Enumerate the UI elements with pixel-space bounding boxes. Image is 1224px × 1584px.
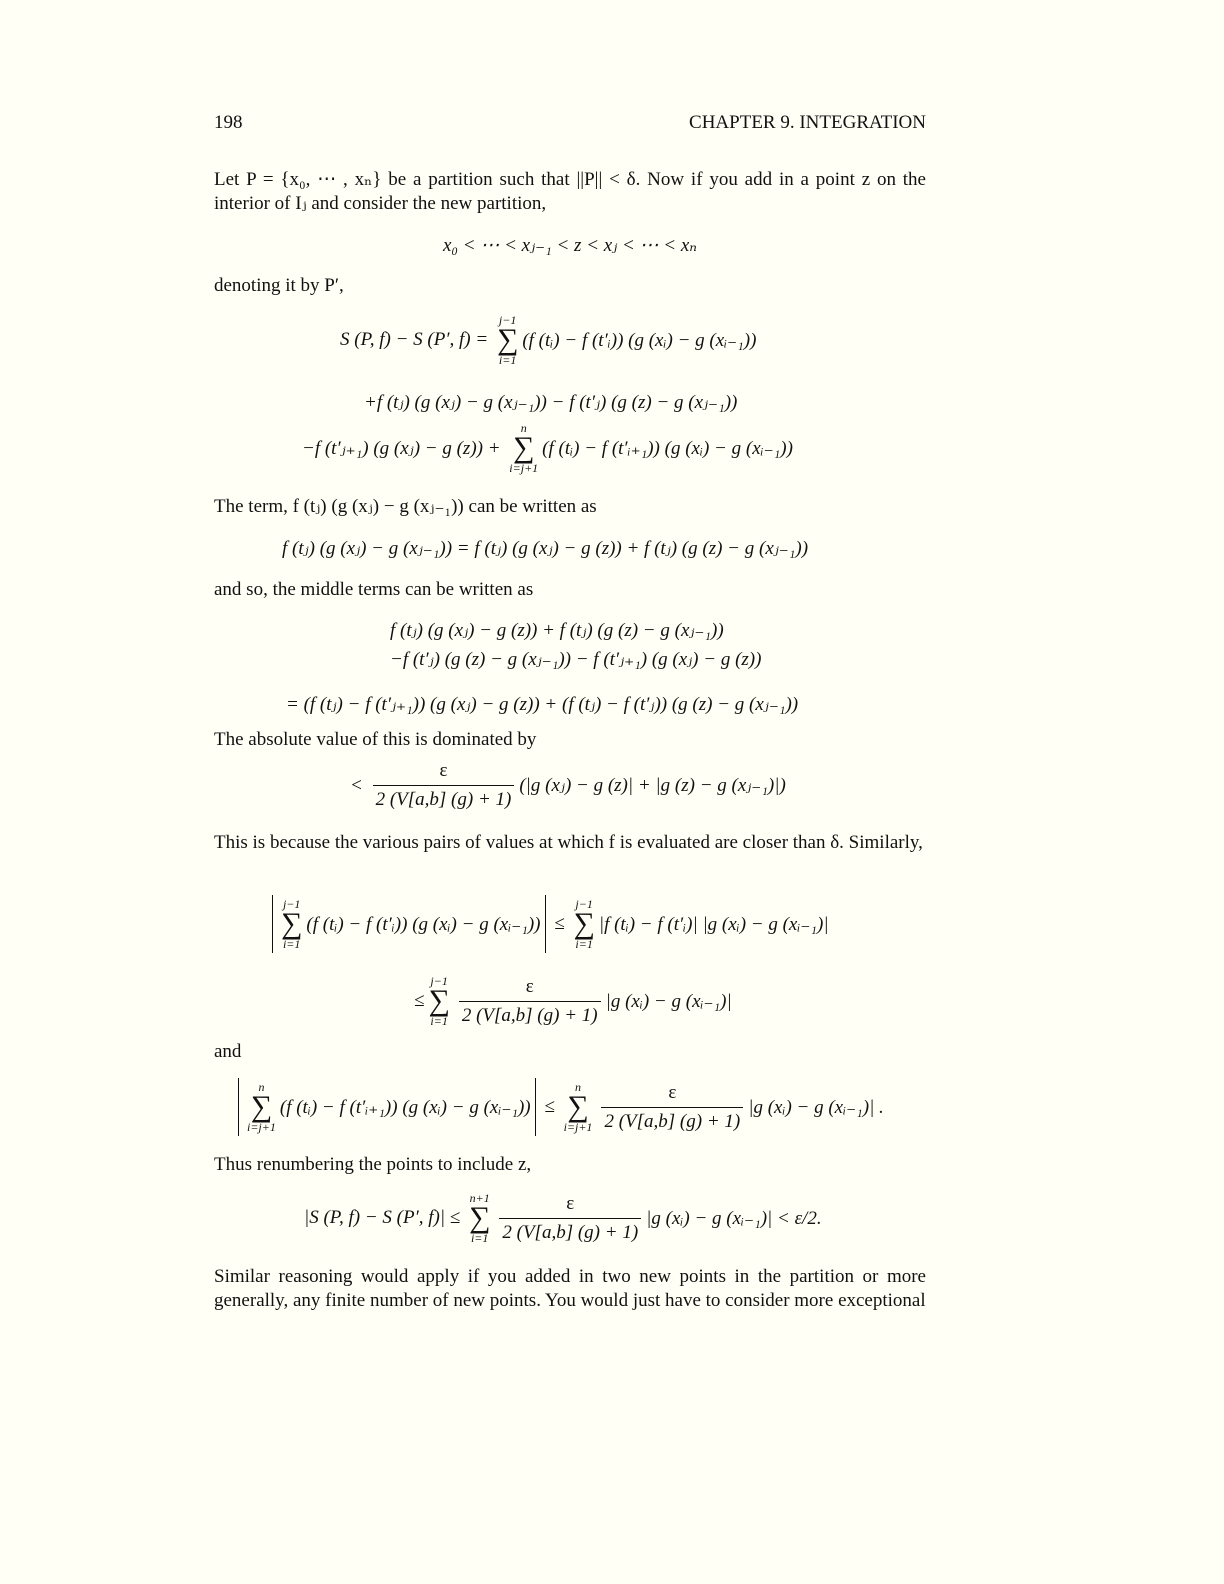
equation <box>340 314 756 366</box>
math-text: (f (tᵢ) − f (t′ᵢ)) (g (xᵢ) − g (xᵢ₋₁)) <box>522 329 757 351</box>
absolute-value-bar <box>238 1078 239 1136</box>
paragraph: Similar reasoning would apply if you added in two new points in the partition or more generally, any finite number of new points. You would just have to consider more exceptional <box>214 1266 926 1311</box>
sum-lower-limit: i=1 <box>430 1014 448 1028</box>
math-text: |S (P, f) − S (P′, f)| ≤ <box>304 1207 465 1228</box>
math-text: |f (tᵢ) − f (t′ᵢ)| |g (xᵢ) − g (xᵢ₋₁)| <box>598 913 829 935</box>
sum-lower-limit: i=1 <box>470 1231 489 1245</box>
absolute-value-bar <box>272 895 273 953</box>
paragraph: and <box>214 1041 242 1062</box>
equation <box>414 975 732 1027</box>
equation <box>302 422 793 474</box>
sum-upper-limit: j−1 <box>498 313 517 327</box>
math-text: S (P, f) − S (P′, f) = <box>340 329 493 350</box>
denominator: 2 (V[a,b] (g) + 1) <box>373 785 515 811</box>
sigma-symbol: ∑ <box>573 907 595 940</box>
denominator: 2 (V[a,b] (g) + 1) <box>459 1001 601 1027</box>
math-text: |g (xᵢ) − g (xᵢ₋₁)| < ε/2. <box>646 1207 822 1229</box>
math-text: = (f (tⱼ) − f (t′ⱼ₊₁)) (g (xⱼ) − g (z)) + (f (tⱼ) − f (t′ⱼ)) (g (z) − g (xⱼ₋₁)) <box>286 694 799 715</box>
paragraph: The absolute value of this is dominated by <box>214 729 537 750</box>
math-text: +f (tⱼ) (g (xⱼ) − g (xⱼ₋₁)) − f (t′ⱼ) (g (z) − g (xⱼ₋₁)) <box>364 392 738 413</box>
sum-upper-limit: j−1 <box>575 897 593 911</box>
sum-upper-limit: n <box>258 1080 265 1094</box>
math-text: |g (xᵢ) − g (xᵢ₋₁)| <box>605 990 732 1012</box>
summation <box>428 975 449 1027</box>
sigma-symbol: ∑ <box>496 323 519 356</box>
equation <box>304 1192 822 1244</box>
sum-lower-limit: i=1 <box>282 937 301 951</box>
equation <box>390 619 724 642</box>
math-text: ≤ <box>549 913 570 934</box>
fraction <box>499 1193 641 1244</box>
denominator: 2 (V[a,b] (g) + 1) <box>499 1218 641 1244</box>
math-text: < <box>350 774 368 796</box>
summation <box>281 898 302 950</box>
equation <box>364 391 737 414</box>
paragraph: denoting it by P′, <box>214 275 344 296</box>
sum-upper-limit: n+1 <box>469 1191 490 1205</box>
fraction <box>601 1082 743 1133</box>
paragraph: The term, f (tⱼ) (g (xⱼ) − g (xⱼ₋₁)) can be written as <box>214 496 597 517</box>
summation <box>573 898 594 950</box>
math-text: x₀ < ⋯ < xⱼ₋₁ < z < xⱼ < ⋯ < xₙ <box>442 235 698 256</box>
math-text: (f (tᵢ) − f (t′ᵢ₊₁)) (g (xᵢ) − g (xᵢ₋₁)) <box>279 1096 531 1118</box>
sigma-symbol: ∑ <box>468 1201 491 1234</box>
sum-upper-limit: n <box>520 421 527 435</box>
absolute-value-bar <box>535 1078 536 1136</box>
math-text: ≤ <box>539 1096 560 1117</box>
paragraph: This is because the various pairs of values at which f is evaluated are closer than δ. Similarly, <box>214 832 923 853</box>
math-text: −f (t′ⱼ₊₁) (g (xⱼ) − g (z)) + <box>302 437 506 459</box>
page-number: 198 <box>214 112 243 133</box>
sigma-symbol: ∑ <box>513 431 535 464</box>
equation <box>234 1078 884 1136</box>
sigma-symbol: ∑ <box>567 1090 589 1123</box>
absolute-value-bar <box>545 895 546 953</box>
sigma-symbol: ∑ <box>281 907 303 940</box>
math-text: |g (xᵢ) − g (xᵢ₋₁)| . <box>748 1096 884 1118</box>
math-text: −f (t′ⱼ) (g (z) − g (xⱼ₋₁)) − f (t′ⱼ₊₁) (g (xⱼ) − g (z)) <box>390 649 762 670</box>
sum-lower-limit: i=1 <box>575 937 593 951</box>
fraction <box>459 976 601 1027</box>
sum-upper-limit: j−1 <box>430 974 448 988</box>
math-text: (f (tᵢ) − f (t′ᵢ₊₁)) (g (xᵢ) − g (xᵢ₋₁)) <box>542 437 793 459</box>
numerator: ε <box>566 1192 575 1214</box>
sum-lower-limit: i=j+1 <box>509 461 539 475</box>
chapter-heading: CHAPTER 9. INTEGRATION <box>689 112 926 133</box>
sum-lower-limit: i=j+1 <box>563 1120 593 1134</box>
sum-upper-limit: j−1 <box>282 897 301 911</box>
summation <box>509 422 538 474</box>
paragraph: and so, the middle terms can be written as <box>214 579 534 600</box>
equation <box>286 693 798 716</box>
equation <box>214 234 926 257</box>
equation <box>350 760 786 811</box>
paragraph: Let P = {x₀, ⋯ , xₙ} be a partition such that ||P|| < δ. Now if you add in a point z on the interior of Iⱼ and consider the new partition, <box>214 169 926 214</box>
summation <box>469 1192 490 1244</box>
summation <box>247 1081 276 1133</box>
math-text: ≤ <box>414 990 425 1011</box>
summation <box>497 314 518 366</box>
math-text: f (tⱼ) (g (xⱼ) − g (z)) + f (tⱼ) (g (z) − g (xⱼ₋₁)) <box>390 620 724 641</box>
math-text: (f (tᵢ) − f (t′ᵢ)) (g (xᵢ) − g (xᵢ₋₁)) <box>306 913 541 935</box>
math-text: (|g (xⱼ) − g (z)| + |g (z) − g (xⱼ₋₁)|) <box>519 775 786 796</box>
fraction <box>373 760 515 811</box>
numerator: ε <box>439 760 448 781</box>
numerator: ε <box>525 975 534 997</box>
paragraph: Thus renumbering the points to include z, <box>214 1154 532 1175</box>
sigma-symbol: ∑ <box>428 984 450 1017</box>
equation <box>282 537 808 560</box>
sigma-symbol: ∑ <box>250 1090 273 1123</box>
summation <box>564 1081 593 1133</box>
sum-lower-limit: i=j+1 <box>247 1120 276 1134</box>
equation <box>268 895 829 953</box>
sum-upper-limit: n <box>575 1080 581 1094</box>
numerator: ε <box>668 1081 677 1103</box>
math-text: f (tⱼ) (g (xⱼ) − g (xⱼ₋₁)) = f (tⱼ) (g (xⱼ) − g (z)) + f (tⱼ) (g (z) − g (xⱼ₋₁)) <box>282 538 809 559</box>
equation <box>390 648 761 671</box>
sum-lower-limit: i=1 <box>498 353 517 367</box>
denominator: 2 (V[a,b] (g) + 1) <box>601 1107 743 1133</box>
